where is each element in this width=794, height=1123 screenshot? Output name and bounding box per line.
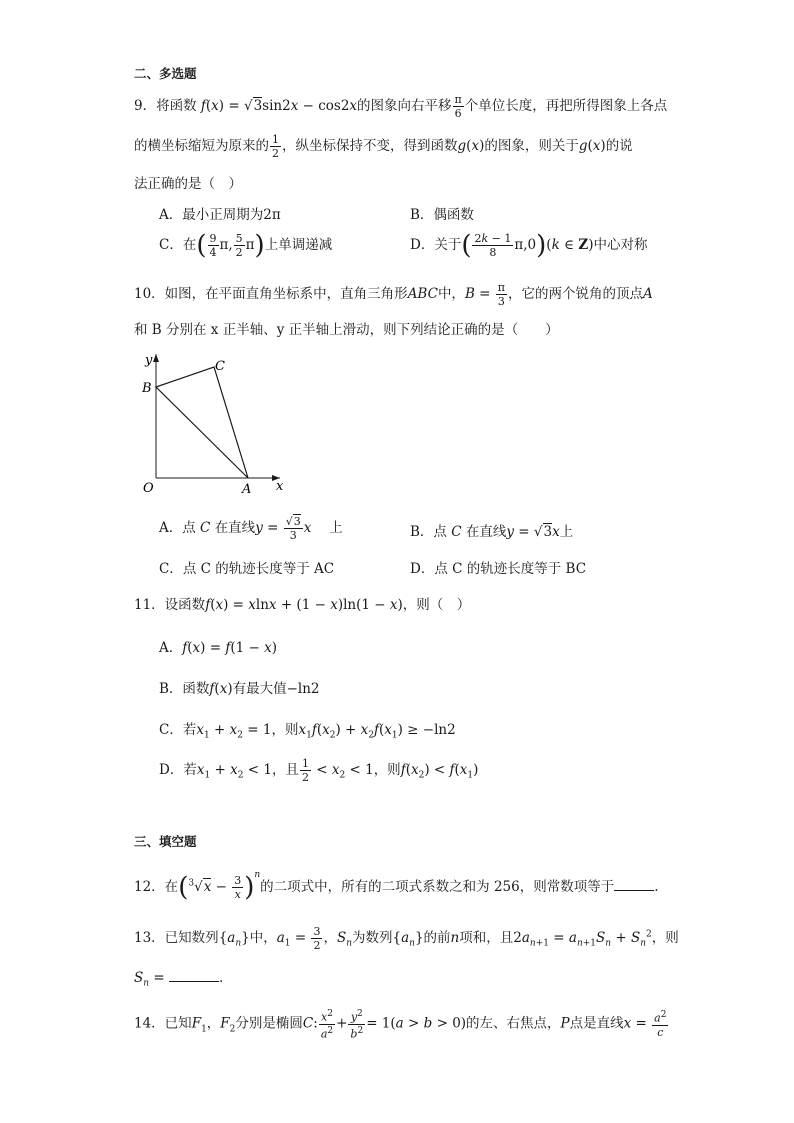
q10-line1a: 10．如图，在平面直角坐标系中，直角三角形 <box>134 286 408 302</box>
q13-mid4: 项和，且 <box>459 930 514 946</box>
q11-option-c: C．若$x_1 + x_2 = 1$，则$x_1f(x_2) + x_2f(x_1) \ge -\ln 2$ <box>159 722 456 741</box>
q10-option-b-prefix: B．点 <box>410 524 447 540</box>
q10-option-a-suffix: 上 <box>329 520 343 536</box>
q11-option-d-mid: ，且 <box>271 762 299 778</box>
fig-label-a: A <box>242 482 252 497</box>
q12-answer-blank[interactable] <box>614 877 654 891</box>
q9-line2d: 的说 <box>605 138 633 154</box>
triangle-abc <box>156 367 248 478</box>
q10-option-d: D．点 C 的轨迹长度等于 BC <box>410 561 587 577</box>
q10-option-b-mid: 在直线 <box>465 524 507 540</box>
q9-line2c: 的图象，则关于 <box>484 138 579 154</box>
q10-line1c: ，它的两个锐角的顶点 <box>508 286 643 302</box>
q11-option-a: A．f(x) = f(1 − x) <box>159 640 277 656</box>
q13-line2-end: . <box>218 970 224 986</box>
q10-option-a: A．点 C 在直线y = $\frac{√3}{3}$ x 上 <box>159 515 343 542</box>
q11-option-c-prefix: C．若 <box>159 722 197 738</box>
q14-mid2: 的左、右焦点， <box>466 1015 561 1032</box>
q10-option-c: C．点 C 的轨迹长度等于 AC <box>159 561 335 577</box>
fig-label-o: O <box>143 481 154 496</box>
q10-option-a-mid: 在直线 <box>214 520 256 536</box>
q9-option-c-prefix: C．在 <box>159 237 197 253</box>
q14-mid1: 分别是椭圆 <box>235 1015 303 1032</box>
q12-end: . <box>654 879 659 895</box>
q11-option-d: D．若$x_1 + x_2 < 1$，且 $\frac{1}{2}$ < $x_2 < 1$，则$f(x_2) < f(x_1)$ <box>159 757 479 784</box>
q12-prefix: 12．在 <box>134 879 179 895</box>
q9-line3: 法正确的是（ ） <box>134 176 242 192</box>
q13-prefix: 13．已知数列 <box>134 930 219 946</box>
q10-figure <box>138 350 288 498</box>
q9-option-b: B．偶函数 <box>410 207 474 223</box>
q11-option-b-suffix: 有最大值 <box>232 681 287 697</box>
q10-line1: 10．如图，在平面直角坐标系中，直角三角形ABC中，B = $\frac{\pi}{3}$ ，它的两个锐角的顶点A <box>134 281 653 308</box>
q11-line1b: ，则（ ） <box>402 597 471 613</box>
fig-label-y: y <box>145 353 153 368</box>
q13-answer-blank[interactable] <box>169 968 219 982</box>
q9-number: 9．将函数 <box>134 98 197 114</box>
q9-text1: 的图象向右平移 <box>357 98 452 114</box>
q9-option-d-suffix: 中心对称 <box>593 237 648 253</box>
q9-text2: 个单位长度，再把所得图象上各点 <box>464 98 668 114</box>
q9-option-a: A．最小正周期为2π <box>159 207 281 223</box>
q11-option-d-mid2: ，则 <box>373 762 401 778</box>
q11-line1: 11．设函数f(x) = xlnx + (1 − x)ln(1 − x)，则（ ） <box>134 597 471 613</box>
q9-line2b: ，纵坐标保持不变，得到函数 <box>282 138 458 154</box>
section-title-multiple-choice: 二、多选题 <box>134 66 197 81</box>
q11-option-b-value: −ln2 <box>286 681 320 697</box>
q13-mid3: 的前 <box>423 930 451 946</box>
q11-option-b-prefix: B．函数 <box>159 681 210 697</box>
q14-mid3: 点是直线 <box>569 1015 624 1032</box>
q12-line: 12．在($^3$√x − $\frac{3}{x}$ )$^n$的二项式中，所有的二项式系数之和为 256，则常数项等于 . <box>134 870 659 903</box>
q10-option-a-prefix: A．点 <box>159 520 196 536</box>
q9-line2: 的横坐标缩短为原来的 $\frac{1}{2}$ ，纵坐标保持不变，得到函数g(x)的图象，则关于g(x)的说 <box>134 133 633 160</box>
q14-prefix: 14．已知 <box>134 1015 192 1032</box>
q13-end: ，则 <box>651 930 679 946</box>
q14-line1: 14．已知$F_1$，$F_2$分别是椭圆C: $\frac{x^2}{a^2}$ + $\frac{y^2}{b^2}$ = 1(a > b > 0)的左、右焦点，P点是直线x = $\frac{a^2}{c}$ <box>134 1009 667 1041</box>
q11-option-d-prefix: D．若 <box>159 762 197 778</box>
q11-option-c-mid: ，则 <box>271 722 299 738</box>
q9-option-c-suffix: 上单调递减 <box>264 237 333 253</box>
q10-line2: 和 B 分别在 x 正半轴、y 正半轴上滑动，则下列结论正确的是（ ） <box>134 322 559 338</box>
fig-label-x: x <box>276 479 284 494</box>
q13-mid1: 中， <box>249 930 277 946</box>
q13-line2: $S_n$ = . <box>134 970 224 989</box>
fig-label-c: C <box>215 359 225 374</box>
q12-text: 的二项式中，所有的二项式系数之和为 256，则常数项等于 <box>260 879 615 895</box>
q13-mid2: 为数列 <box>351 930 393 946</box>
q11-option-a-prefix: A． <box>159 640 183 656</box>
section-title-fill-in: 三、填空题 <box>134 834 197 849</box>
q11-option-b: B．函数f(x)有最大值−ln2 <box>159 681 320 697</box>
q11-line1a: 11．设函数 <box>134 597 206 613</box>
q10-line1b: 中， <box>437 286 465 302</box>
q9-option-c: C．在( $\frac{9}{4}$ π, $\frac{5}{2}$ π)上单调递减 <box>159 230 333 261</box>
q9-option-d: D．关于( $\frac{2k - 1}{8}$ π,0)(k ∈ Z)中心对称 <box>410 230 648 261</box>
fig-label-b: B <box>142 381 152 396</box>
q9-option-d-prefix: D．关于 <box>410 237 462 253</box>
q10-option-b: B．点 C 在直线y = √3x上 <box>410 524 574 540</box>
q10-option-b-suffix: 上 <box>559 524 574 540</box>
q9-line2a: 的横坐标缩短为原来的 <box>134 138 269 154</box>
q13-line1: 13．已知数列$\{a_n\}$中，$a_1$ = $\frac{3}{2}$ ，$S_n$为数列$\{a_n\}$的前n项和，且$2a_{n+1} = a_{n+1}S_n + S_n^2$，则 <box>134 925 679 952</box>
q9-line1: 9．将函数 f(x) = √3sin2x − cos2x的图象向右平移 $\frac{\pi}{6}$ 个单位长度，再把所得图象上各点 <box>134 93 668 120</box>
